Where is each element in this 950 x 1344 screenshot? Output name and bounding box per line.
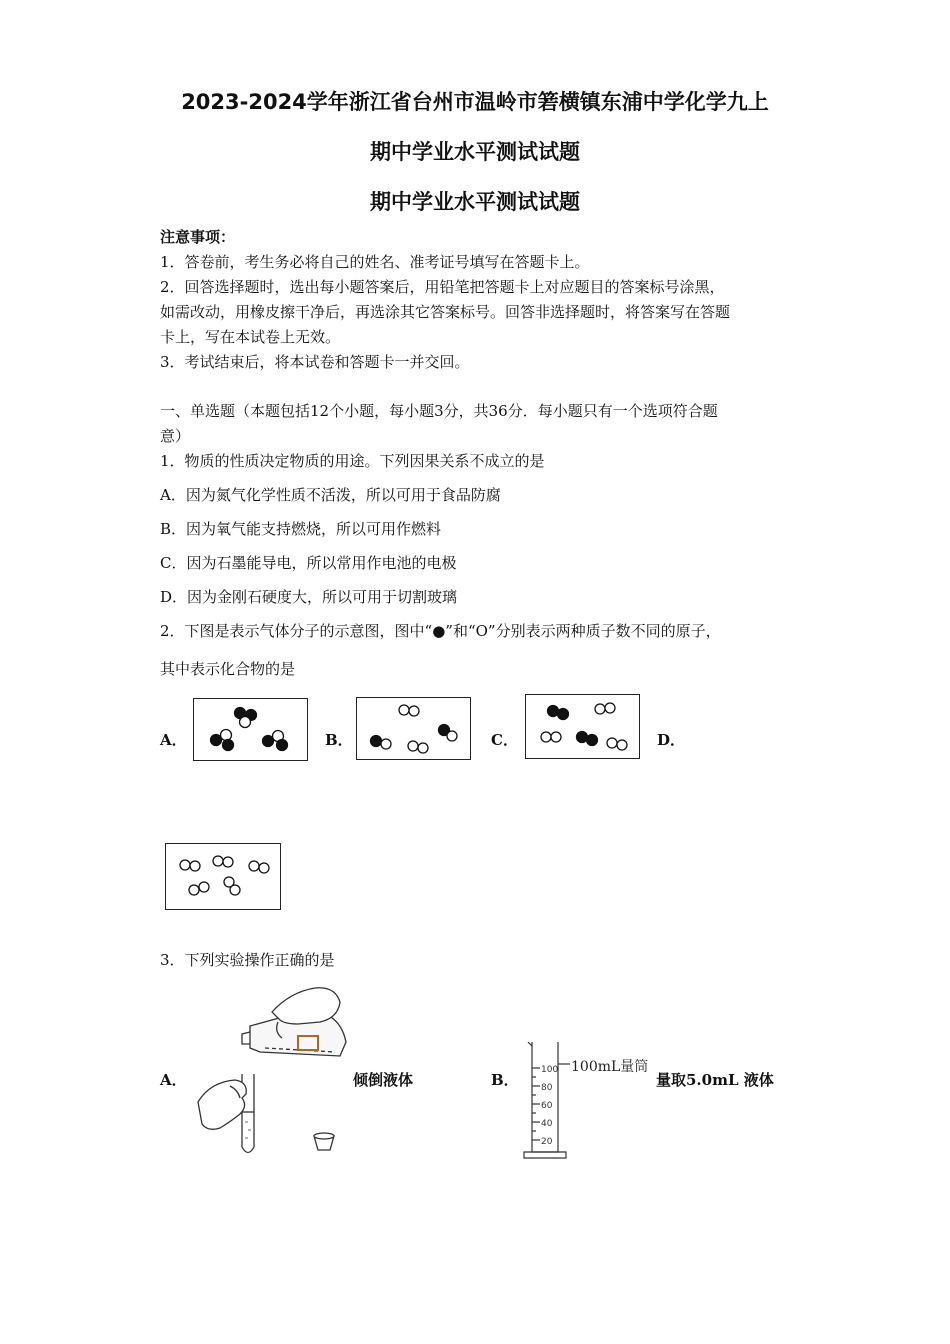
- exam-title-line1: 2023-2024学年浙江省台州市温岭市箬横镇东浦中学化学九上: [181, 90, 769, 114]
- q1-option-c: C．因为石墨能导电，所以常用作电池的电极: [160, 554, 457, 572]
- q2-label-d: D．: [657, 731, 686, 749]
- q3-caption-b: 量取5.0mL 液体: [656, 1071, 774, 1089]
- q3-pouring-figure: [190, 982, 350, 1162]
- q3-label-a: A．: [160, 1071, 187, 1089]
- scale-60: 60: [541, 1101, 553, 1111]
- q3-label-b: B．: [491, 1071, 519, 1089]
- notice-item-2a: 2．回答选择题时，选出每小题答案后，用铅笔把答题卡上对应题目的答案标号涂黑，: [160, 278, 725, 296]
- cylinder-label: 100mL量筒: [571, 1059, 649, 1075]
- scale-20: 20: [541, 1137, 553, 1147]
- q2-diagram-d: [165, 843, 281, 910]
- scale-100: 100: [541, 1065, 559, 1075]
- q1-option-a: A．因为氮气化学性质不活泼，所以可用于食品防腐: [160, 486, 501, 504]
- cylinder-scale: [541, 1061, 558, 1151]
- q2-stem-a: 2．下图是表示气体分子的示意图，图中“●”和“O”分别表示两种质子数不同的原子，: [160, 622, 721, 640]
- q3-stem: 3．下列实验操作正确的是: [160, 951, 335, 969]
- notice-item-2c: 卡上，写在本试卷上无效。: [160, 328, 341, 346]
- notice-item-1: 1．答卷前，考生务必将自己的姓名、准考证号填写在答题卡上。: [160, 253, 590, 271]
- q1-option-d: D．因为金刚石硬度大，所以可用于切割玻璃: [160, 588, 458, 606]
- q1-stem: 1．物质的性质决定物质的用途。下列因果关系不成立的是: [160, 452, 545, 470]
- q2-label-c: C．: [491, 731, 518, 749]
- scale-40: 40: [541, 1119, 553, 1129]
- scale-80: 80: [541, 1083, 553, 1093]
- exam-title-line2: 期中学业水平测试试题: [370, 140, 580, 164]
- q2-diagram-c: [525, 694, 640, 759]
- section1-heading-a: 一、单选题（本题包括12个小题，每小题3分，共36分．每小题只有一个选项符合题: [160, 402, 718, 420]
- q2-stem-b: 其中表示化合物的是: [160, 660, 296, 678]
- notice-item-3: 3．考试结束后，将本试卷和答题卡一并交回。: [160, 353, 470, 371]
- notice-item-2b: 如需改动，用橡皮擦干净后，再选涂其它答案标号。回答非选择题时，将答案写在答题: [160, 303, 731, 321]
- q1-option-b: B．因为氧气能支持燃烧，所以可用作燃料: [160, 520, 442, 538]
- q2-label-b: B．: [325, 731, 353, 749]
- q3-caption-a: 倾倒液体: [353, 1071, 414, 1089]
- exam-title-line3: 期中学业水平测试试题: [370, 190, 580, 214]
- notice-heading: 注意事项：: [160, 228, 236, 246]
- q2-diagram-b: [356, 697, 471, 760]
- section1-heading-b: 意）: [160, 427, 191, 445]
- q2-label-a: A．: [160, 731, 187, 749]
- q2-diagram-a: [193, 698, 308, 761]
